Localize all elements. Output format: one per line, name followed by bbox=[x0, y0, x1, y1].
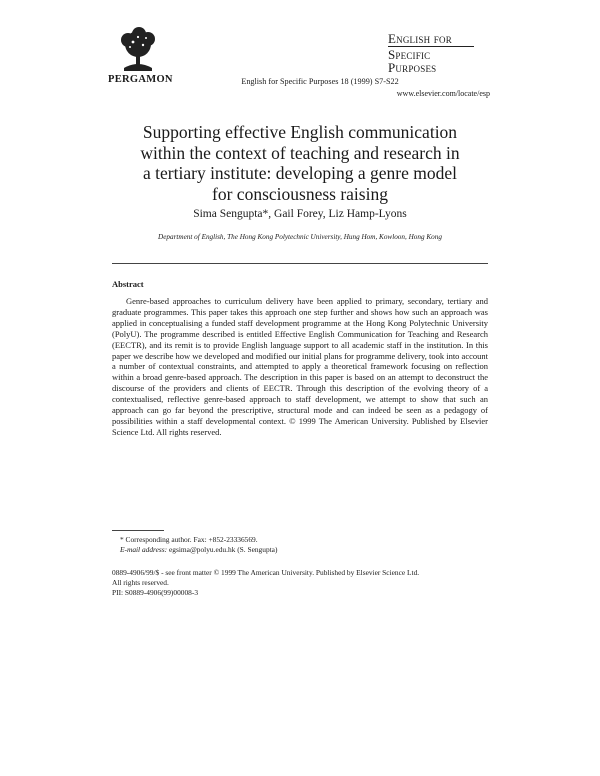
email-address[interactable]: egsima@polyu.edu.hk (S. Sengupta) bbox=[169, 545, 278, 554]
front-matter-pii: PII: S0889-4906(99)00008-3 bbox=[112, 588, 199, 597]
title-line-2: within the context of teaching and research in bbox=[140, 142, 460, 163]
front-matter-copyright: 0889-4906/99/$ - see front matter © 1999 The American University. Published by Elsevier Science Ltd. bbox=[112, 568, 420, 577]
journal-url[interactable]: www.elsevier.com/locate/esp bbox=[396, 89, 490, 98]
journal-logo bbox=[388, 32, 484, 74]
journal-logo-line-3: Purposes bbox=[388, 60, 437, 75]
footnote-rule bbox=[112, 530, 164, 531]
abstract-body: Genre-based approaches to curriculum delivery have been applied to primary, secondary, tertiary and graduate programmes. This paper takes this approach one step further and shows how such an approach was applied in conceptualising a funded staff development programme at the Hong Kong Polytechnic University (PolyU). The programme described is entitled Effective English Communication for Teaching and Research (EECTR), and its remit is to provide English language support to all academic staff in the institution. In this paper we describe how we developed and modified our initial plans for programme delivery, took into account a number of contextual constraints, and attempted to apply a theoretical framework focusing on reflection within a broad genre-based approach. The description in this paper is based on an attempt to deconstruct the discourse of the providers and clients of EECTR. Through this description of the evolving theory of a contextualised, reflective genre-based approach to staff development, we attempt to show that such an approach can go far beyond the prescriptive, structural mode and can indeed be seen as a pedagogy of possibilities within a staff developmental context. © 1999 The American University. Published by Elsevier Science Ltd. All rights reserved. bbox=[112, 296, 488, 437]
journal-logo-line-1: English for bbox=[388, 31, 452, 46]
article-affiliation: Department of English, The Hong Kong Polytechnic University, Hung Hom, Kowloon, Hong Kong bbox=[158, 233, 442, 241]
journal-citation: English for Specific Purposes 18 (1999) S7-S22 bbox=[241, 77, 399, 86]
email-label: E-mail address: bbox=[120, 545, 168, 554]
publisher-name: PERGAMON bbox=[108, 74, 173, 85]
journal-logo-line-2: Specific bbox=[388, 47, 431, 62]
article-authors: Sima Sengupta*, Gail Forey, Liz Hamp-Lyons bbox=[193, 208, 407, 220]
corresponding-author-note: * Corresponding author. Fax: +852-23336569. bbox=[120, 535, 258, 544]
title-line-3: a tertiary institute: developing a genre model bbox=[143, 163, 457, 183]
title-line-1: Supporting effective English communication bbox=[142, 122, 458, 142]
abstract-heading: Abstract bbox=[112, 279, 144, 289]
title-line-4: for consciousness raising bbox=[212, 183, 388, 204]
email-note bbox=[112, 545, 488, 555]
article-title bbox=[90, 122, 510, 204]
front-matter-rights: All rights reserved. bbox=[112, 578, 169, 587]
front-matter bbox=[112, 568, 492, 598]
abstract-top-rule bbox=[112, 263, 488, 264]
